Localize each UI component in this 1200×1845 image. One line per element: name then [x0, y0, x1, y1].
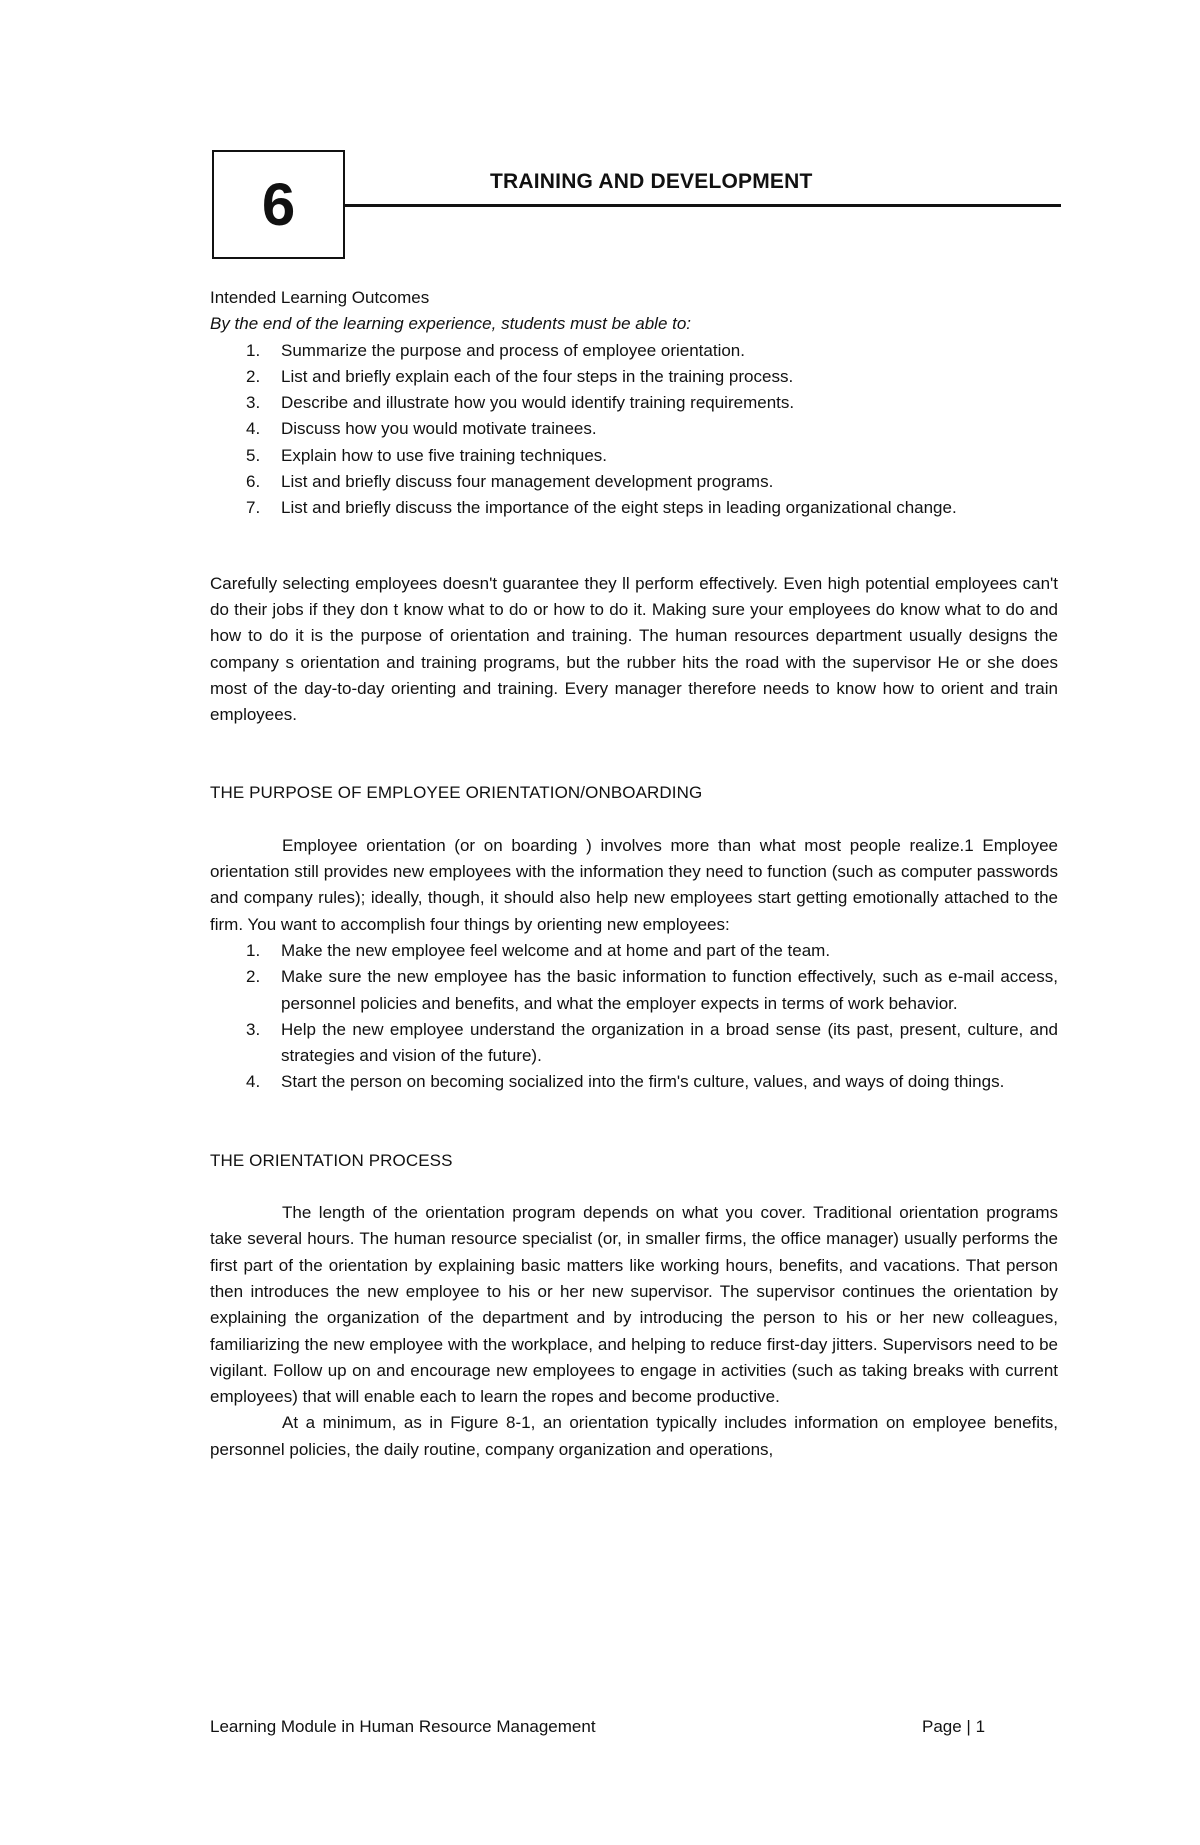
ilo-list [210, 338, 1058, 522]
process-paragraph-1: The length of the orientation program depends on what you cover. Traditional orientation programs take several hours. The human resource specialist (or, in smaller firms, the office manager) usually performs the first part of the orientation by explaining basic matters like working hours, benefits, and vacations. That person then introduces the new employee to his or her new supervisor. The supervisor continues the orientation by explaining the organization of the department and by introducing the person to his or her new colleagues, familiarizing the new employee with the workplace, and helping to reduce first-day jitters. Supervisors need to be vigilant. Follow up on and encourage new employees to engage in activities (such as taking breaks with current employees) that will enable each to learn the ropes and become productive. [210, 1203, 1058, 1407]
ilo-subheading: By the end of the learning experience, students must be able to: [210, 314, 692, 334]
list-item [210, 416, 1058, 442]
footer-page-number: Page | 1 [922, 1717, 986, 1736]
list-item-text: Summarize the purpose and process of employee orientation. [281, 340, 745, 360]
purpose-list [210, 938, 1058, 1096]
list-number: 5. [246, 445, 261, 465]
page-content [210, 285, 1058, 1463]
intro-paragraph: Carefully selecting employees doesn't guarantee they ll perform effectively. Even high potential employees can't do their jobs if they don t know what to do or how to do it. Making sure your employees do know what to do and how to do it is the purpose of orientation and training. The human resources department usually designs the company s orientation and training programs, but the rubber hits the road with the supervisor He or she does most of the day-to-day orienting and training. Every manager therefore needs to know how to orient and train employees. [210, 573, 1058, 725]
list-item [210, 364, 1058, 390]
list-item [210, 338, 1058, 364]
list-item-text: Discuss how you would motivate trainees. [281, 419, 597, 439]
list-item [210, 443, 1058, 469]
list-item [210, 964, 1058, 1017]
chapter-number-box [212, 150, 345, 259]
list-item-text: Explain how to use five training techniques. [281, 445, 608, 465]
list-number: 4. [246, 419, 261, 439]
list-number: 7. [246, 498, 261, 518]
list-item-text: List and briefly explain each of the four steps in the training process. [281, 366, 794, 386]
list-item [210, 1017, 1058, 1070]
list-number: 1. [246, 940, 261, 960]
list-item [210, 938, 1058, 964]
list-item-text: Make the new employee feel welcome and at home and part of the team. [281, 940, 831, 960]
list-item-text: Describe and illustrate how you would identify training requirements. [281, 393, 795, 413]
list-number: 6. [246, 472, 261, 492]
list-item-text: List and briefly discuss the importance of the eight steps in leading organizational change. [281, 498, 957, 518]
list-item [210, 469, 1058, 495]
chapter-title-rule [345, 204, 1061, 207]
list-number: 1. [246, 340, 261, 360]
section-heading-process: THE ORIENTATION PROCESS [210, 1150, 453, 1170]
list-item-text: Start the person on becoming socialized into the firm's culture, values, and ways of doing things. [281, 1072, 1005, 1092]
list-item [210, 390, 1058, 416]
section-heading-purpose: THE PURPOSE OF EMPLOYEE ORIENTATION/ONBOARDING [210, 783, 703, 803]
list-number: 3. [246, 393, 261, 413]
footer-module-title: Learning Module in Human Resource Management [210, 1717, 596, 1736]
chapter-title: TRAINING AND DEVELOPMENT [490, 170, 813, 193]
list-item-text: Help the new employee understand the organization in a broad sense (its past, present, culture, and strategies and vision of the future). [281, 1019, 1058, 1066]
ilo-heading: Intended Learning Outcomes [210, 288, 430, 307]
list-item [210, 1069, 1058, 1095]
purpose-paragraph: Employee orientation (or on boarding ) involves more than what most people realize.1 Employee orientation still provides new employees with the information they need to function (such as computer passwords and company rules); ideally, though, it should also help new employees start getting emotionally attached to the firm. You want to accomplish four things by orienting new employees: [210, 835, 1058, 934]
list-item [210, 495, 1058, 521]
list-number: 2. [246, 967, 261, 987]
list-number: 3. [246, 1019, 261, 1039]
list-number: 2. [246, 366, 261, 386]
process-paragraph-2: At a minimum, as in Figure 8-1, an orientation typically includes information on employee benefits, personnel policies, the daily routine, company organization and operations, [210, 1413, 1058, 1459]
list-number: 4. [246, 1072, 261, 1092]
chapter-number: 6 [261, 171, 296, 238]
list-item-text: Make sure the new employee has the basic information to function effectively, such as e-mail access, personnel policies and benefits, and what the employer expects in terms of work behavior. [281, 967, 1058, 1013]
list-item-text: List and briefly discuss four management development programs. [281, 472, 774, 492]
